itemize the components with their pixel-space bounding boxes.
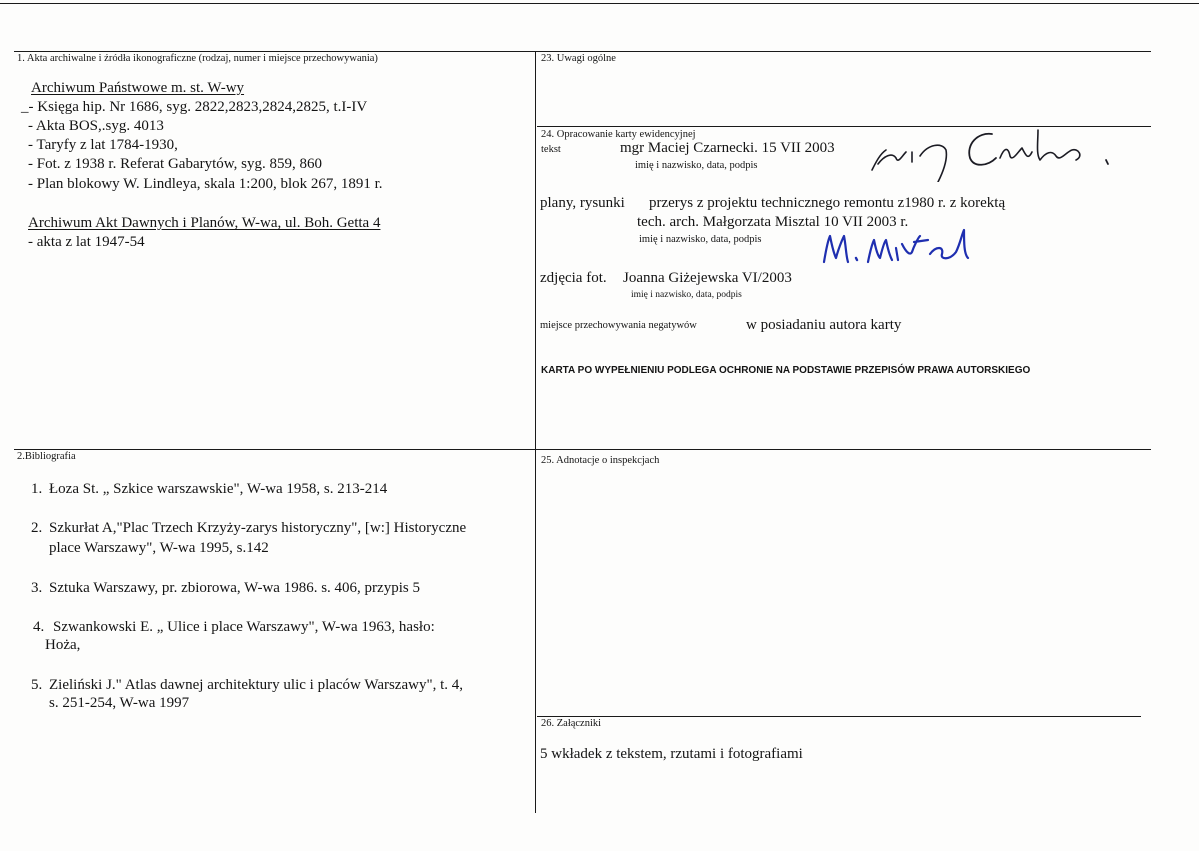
bibliography-entry-number: 5. [31,677,43,693]
top-rule [14,51,1151,52]
bibliography-entry-text: s. 251-254, W-wa 1997 [49,695,190,711]
attachments-text: 5 wkładek z tekstem, rzutami i fotografiami [540,746,803,762]
middle-rule [14,449,1151,450]
plany-value-1: przerys z projektu technicznego remontu z1980 r. z korektą [649,195,1006,211]
section-23-label: 23. Uwagi ogólne [541,53,616,64]
bibliography-entry-number: 1. [31,481,43,497]
right-rule-26 [537,716,1141,717]
tekst-caption: imię i nazwisko, data, podpis [635,160,758,171]
section-26-label: 26. Załączniki [541,718,602,729]
copyright-note: KARTA PO WYPEŁNIENIU PODLEGA OCHRONIE NA PODSTAWIE PRZEPISÓW PRAWA AUTORSKIEGO [541,365,1031,376]
archive-1-item: - Akta BOS,.syg. 4013 [28,118,164,134]
section-25-label: 25. Adnotacje o inspekcjach [541,455,660,466]
archive-1-item: - Plan blokowy W. Lindleya, skala 1:200, blok 267, 1891 r. [28,176,383,192]
archive-1-item: _- Księga hip. Nr 1686, syg. 2822,2823,2824,2825, t.I-IV [21,99,368,115]
negatywy-value: w posiadaniu autora karty [746,317,902,333]
tekst-value: mgr Maciej Czarnecki. 15 VII 2003 [620,140,835,156]
plany-caption: imię i nazwisko, data, podpis [639,234,762,245]
section-2-label: 2.Bibliografia [17,451,76,462]
zdjecia-label: zdjęcia fot. [540,270,607,286]
bibliography-entry-text: place Warszawy", W-wa 1995, s.142 [49,540,269,556]
plany-value-2: tech. arch. Małgorzata Misztal 10 VII 2003 r. [637,214,909,230]
bibliography-entry-text: Łoza St. „ Szkice warszawskie", W-wa 1958, s. 213-214 [49,481,388,497]
bibliography-entry-text: Szwankowski E. „ Ulice i place Warszawy", W-wa 1963, hasło: [53,619,435,635]
archive-1-item: - Fot. z 1938 r. Referat Gabarytów, syg. 859, 860 [28,156,322,172]
bibliography-entry-text: Hoża, [45,637,81,653]
bibliography-entry-number: 3. [31,580,43,596]
plany-label: plany, rysunki [540,195,625,211]
zdjecia-value: Joanna Giżejewska VI/2003 [623,270,792,286]
bibliography-entry-text: Szkurłat A,"Plac Trzech Krzyży-zarys historyczny", [w:] Historyczne [49,520,467,536]
section-1-label: 1. Akta archiwalne i źródła ikonograficzne (rodzaj, numer i miejsce przechowywania) [17,53,378,64]
tekst-label: tekst [541,144,561,155]
signature-misztal-icon [818,222,978,272]
archive-1-item: - Taryfy z lat 1784-1930, [28,137,178,153]
archive-2-title: Archiwum Akt Dawnych i Planów, W-wa, ul. Boh. Getta 4 [28,215,381,231]
bibliography-entry-text: Sztuka Warszawy, pr. zbiorowa, W-wa 1986. s. 406, przypis 5 [49,580,420,596]
archive-1-title: Archiwum Państwowe m. st. W-wy [31,80,245,96]
bibliography-entry-text: Zieliński J." Atlas dawnej architektury ulic i placów Warszawy", t. 4, [49,677,463,693]
archive-2-item: - akta z lat 1947-54 [28,234,145,250]
signature-czarnecki-icon [862,122,1132,182]
bibliography-entry-number: 4. [33,619,45,635]
negatywy-label: miejsce przechowywania negatywów [540,320,697,331]
center-divider [535,51,536,813]
bibliography-entry-number: 2. [31,520,43,536]
zdjecia-caption: imię i nazwisko, data, podpis [631,290,742,300]
section-24-label: 24. Opracowanie karty ewidencyjnej [541,129,696,140]
page-top-border [0,3,1199,4]
